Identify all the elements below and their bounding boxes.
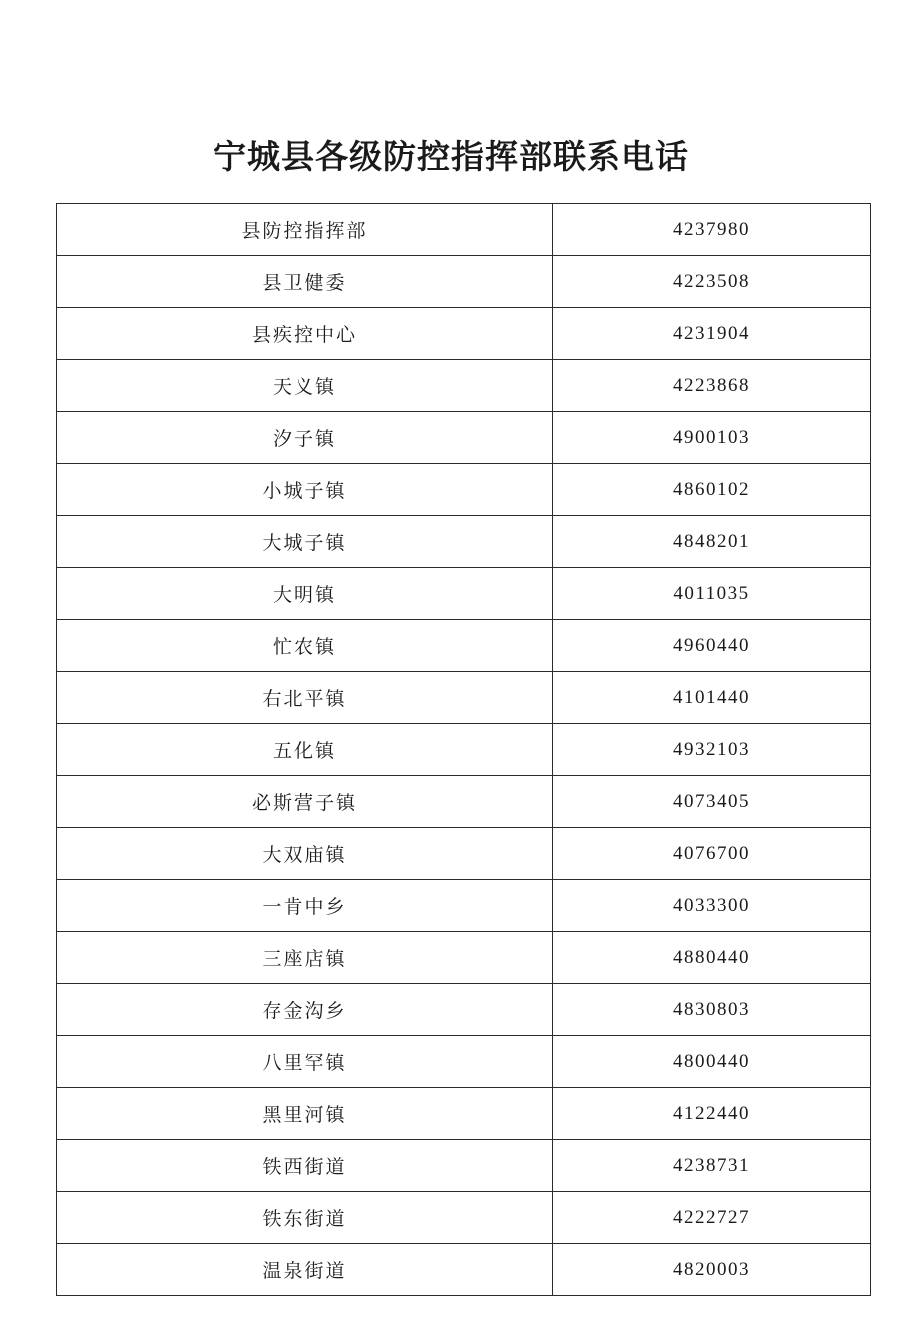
unit-name-cell: 八里罕镇 <box>57 1036 553 1088</box>
table-row <box>57 776 871 828</box>
unit-name-cell: 必斯营子镇 <box>57 776 553 828</box>
contact-table-body <box>57 204 871 1296</box>
phone-number-cell: 4076700 <box>553 828 871 880</box>
phone-number-cell: 4033300 <box>553 880 871 932</box>
phone-number-cell: 4860102 <box>553 464 871 516</box>
phone-number-cell: 4073405 <box>553 776 871 828</box>
phone-number-cell: 4231904 <box>553 308 871 360</box>
unit-name-cell: 大明镇 <box>57 568 553 620</box>
table-row <box>57 672 871 724</box>
table-row <box>57 828 871 880</box>
contact-table <box>56 203 871 1296</box>
phone-number-cell: 4900103 <box>553 412 871 464</box>
unit-name-cell: 三座店镇 <box>57 932 553 984</box>
phone-number-cell: 4800440 <box>553 1036 871 1088</box>
unit-name-cell: 大城子镇 <box>57 516 553 568</box>
table-row <box>57 880 871 932</box>
table-row <box>57 724 871 776</box>
unit-name-cell: 右北平镇 <box>57 672 553 724</box>
phone-number-cell: 4223868 <box>553 360 871 412</box>
phone-number-cell: 4830803 <box>553 984 871 1036</box>
phone-number-cell: 4932103 <box>553 724 871 776</box>
unit-name-cell: 汐子镇 <box>57 412 553 464</box>
table-row <box>57 1244 871 1296</box>
phone-number-cell: 4237980 <box>553 204 871 256</box>
unit-name-cell: 县疾控中心 <box>57 308 553 360</box>
unit-name-cell: 存金沟乡 <box>57 984 553 1036</box>
unit-name-cell: 黑里河镇 <box>57 1088 553 1140</box>
phone-number-cell: 4238731 <box>553 1140 871 1192</box>
table-row <box>57 1140 871 1192</box>
page-title: 宁城县各级防控指挥部联系电话 <box>213 137 689 176</box>
phone-number-cell: 4222727 <box>553 1192 871 1244</box>
phone-number-cell: 4960440 <box>553 620 871 672</box>
unit-name-cell: 县卫健委 <box>57 256 553 308</box>
unit-name-cell: 大双庙镇 <box>57 828 553 880</box>
unit-name-cell: 五化镇 <box>57 724 553 776</box>
table-row <box>57 308 871 360</box>
table-row <box>57 464 871 516</box>
table-row <box>57 516 871 568</box>
unit-name-cell: 温泉街道 <box>57 1244 553 1296</box>
phone-number-cell: 4223508 <box>553 256 871 308</box>
phone-number-cell: 4848201 <box>553 516 871 568</box>
unit-name-cell: 忙农镇 <box>57 620 553 672</box>
table-row <box>57 412 871 464</box>
phone-number-cell: 4122440 <box>553 1088 871 1140</box>
unit-name-cell: 一肯中乡 <box>57 880 553 932</box>
table-row <box>57 1036 871 1088</box>
table-row <box>57 984 871 1036</box>
phone-number-cell: 4011035 <box>553 568 871 620</box>
table-row <box>57 1088 871 1140</box>
unit-name-cell: 县防控指挥部 <box>57 204 553 256</box>
table-row <box>57 620 871 672</box>
table-row <box>57 204 871 256</box>
table-row <box>57 932 871 984</box>
table-row <box>57 360 871 412</box>
phone-number-cell: 4101440 <box>553 672 871 724</box>
unit-name-cell: 小城子镇 <box>57 464 553 516</box>
unit-name-cell: 天义镇 <box>57 360 553 412</box>
unit-name-cell: 铁西街道 <box>57 1140 553 1192</box>
table-row <box>57 568 871 620</box>
phone-number-cell: 4820003 <box>553 1244 871 1296</box>
table-row <box>57 256 871 308</box>
table-row <box>57 1192 871 1244</box>
unit-name-cell: 铁东街道 <box>57 1192 553 1244</box>
phone-number-cell: 4880440 <box>553 932 871 984</box>
